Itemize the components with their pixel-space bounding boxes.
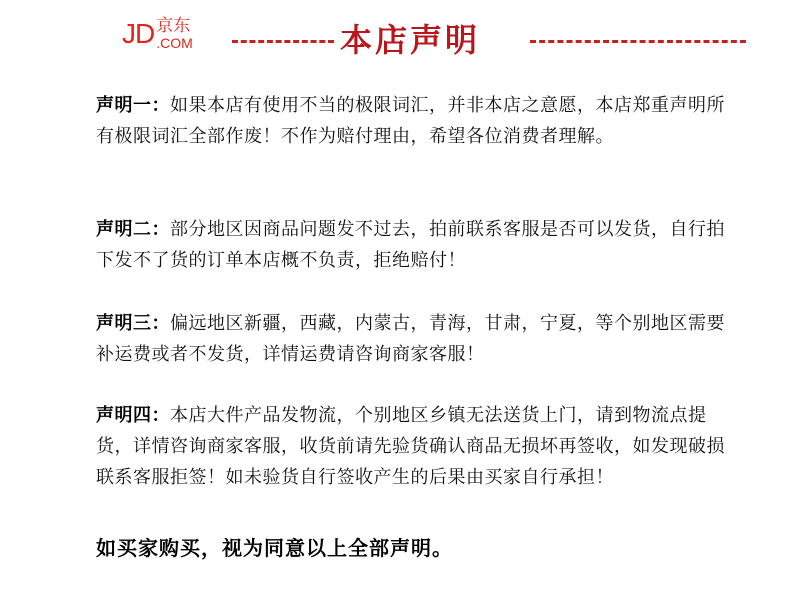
- statement-label: 声明一：: [96, 95, 170, 116]
- jd-logo: [122, 14, 193, 54]
- statement-label: 声明二：: [96, 219, 170, 240]
- statement-text: 偏远地区新疆，西藏，内蒙古，青海，甘肃，宁夏，等个别地区需要补运费或者不发货，详情运费请咨询商家客服！: [96, 313, 725, 365]
- logo-dom-text: .COM: [156, 35, 193, 51]
- statement-label: 声明三：: [96, 313, 170, 334]
- logo-cn-text: 京东: [156, 16, 191, 36]
- page-title: 本店声明: [340, 21, 481, 59]
- statement-label: 声明四：: [96, 405, 170, 426]
- header-divider-right: [530, 40, 746, 43]
- statement-3: [96, 308, 741, 370]
- closing-statement: 如买家购买，视为同意以上全部声明。: [96, 536, 453, 560]
- logo-jd-text: JD: [122, 18, 155, 49]
- statement-text: 部分地区因商品问题发不过去，拍前联系客服是否可以发货，自行拍下发不了货的订单本店概不负责，拒绝赔付！: [96, 219, 725, 271]
- statement-2: [96, 214, 741, 276]
- statement-text: 如果本店有使用不当的极限词汇，并非本店之意愿，本店郑重声明所有极限词汇全部作废！不作为赔付理由，希望各位消费者理解。: [96, 95, 725, 147]
- statement-1: [96, 90, 741, 152]
- statement-text: 本店大件产品发物流，个别地区乡镇无法送货上门，请到物流点提货，详情咨询商家客服，收货前请先验货确认商品无损坏再签收，如发现破损联系客服拒签！如未验货自行签收产生的后果由买家自行承担！: [96, 405, 725, 488]
- header-divider-left: [232, 40, 334, 43]
- statement-4: [96, 400, 741, 493]
